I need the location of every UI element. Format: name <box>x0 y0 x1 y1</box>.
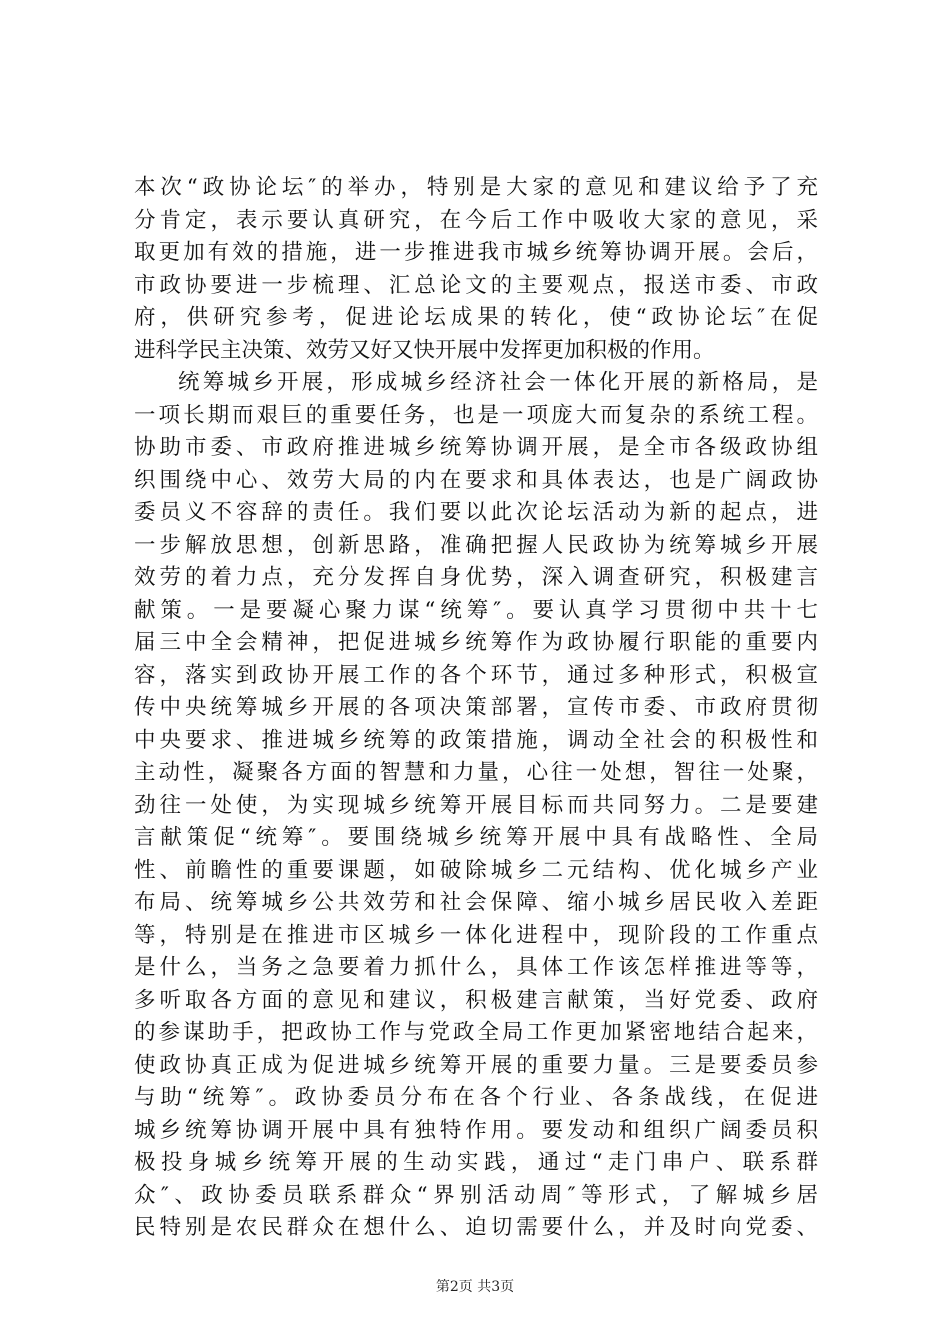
text-line: 献策。一是要凝心聚力谋“统筹″。要认真学习贯彻中共十七 <box>134 597 818 623</box>
text-line: 与助“统筹″。政协委员分布在各个行业、各条战线，在促进 <box>134 1085 818 1110</box>
text-line: 取更加有效的措施，进一步推进我市城乡统筹协调开展。会后， <box>134 240 818 265</box>
text-line: 效劳的着力点，充分发挥自身优势，深入调查研究，积极建言 <box>134 565 818 590</box>
text-line: 等，特别是在推进市区城乡一体化进程中，现阶段的工作重点 <box>134 922 818 948</box>
text-line: 协助市委、市政府推进城乡统筹协调开展，是全市各级政协组 <box>134 435 818 460</box>
text-line: 一项长期而艰巨的重要任务，也是一项庞大而复杂的系统工程。 <box>134 402 818 428</box>
text-line: 的参谋助手，把政协工作与党政全局工作更加紧密地结合起来， <box>134 1020 818 1045</box>
page-number-footer: 第2页 共3页 <box>435 1279 515 1295</box>
text-line: 进科学民主决策、效劳又好又快开展中发挥更加积极的作用。 <box>134 337 715 363</box>
text-line: 众″、政协委员联系群众“界别活动周″等形式，了解城乡居 <box>134 1182 818 1208</box>
text-line: 布局、统筹城乡公共效劳和社会保障、缩小城乡居民收入差距 <box>134 890 818 915</box>
text-line: 委员义不容辞的责任。我们要以此次论坛活动为新的起点，进 <box>134 500 818 525</box>
text-line: 极投身城乡统筹开展的生动实践，通过“走门串户、联系群 <box>134 1150 818 1175</box>
text-line: 多听取各方面的意见和建议，积极建言献策，当好党委、政府 <box>134 987 818 1013</box>
text-line: 传中央统筹城乡开展的各项决策部署，宣传市委、市政府贯彻 <box>134 695 818 720</box>
text-line: 中央要求、推进城乡统筹的政策措施，调动全社会的积极性和 <box>134 727 818 753</box>
text-line: 市政协要进一步梳理、汇总论文的主要观点，报送市委、市政 <box>134 272 818 298</box>
text-line: 一步解放思想，创新思路，准确把握人民政协为统筹城乡开展 <box>134 532 818 558</box>
paragraph-first-line: 统筹城乡开展，形成城乡经济社会一体化开展的新格局，是 <box>178 370 818 395</box>
text-line: 分肯定，表示要认真研究，在今后工作中吸收大家的意见，采 <box>134 207 818 233</box>
text-line: 府，供研究参考，促进论坛成果的转化，使“政协论坛″在促 <box>134 305 818 330</box>
text-line: 性、前瞻性的重要课题，如破除城乡二元结构、优化城乡产业 <box>134 857 818 883</box>
text-line: 劲往一处使，为实现城乡统筹开展目标而共同努力。二是要建 <box>134 792 818 818</box>
text-line: 容，落实到政协开展工作的各个环节，通过多种形式，积极宣 <box>134 662 818 688</box>
text-line: 城乡统筹协调开展中具有独特作用。要发动和组织广阔委员积 <box>134 1117 818 1143</box>
text-line: 是什么，当务之急要着力抓什么，具体工作该怎样推进等等， <box>134 955 818 980</box>
text-line: 届三中全会精神，把促进城乡统筹作为政协履行职能的重要内 <box>134 630 818 655</box>
text-line: 主动性，凝聚各方面的智慧和力量，心往一处想，智往一处聚， <box>134 760 818 785</box>
body-text <box>134 172 818 1245</box>
text-line: 织围绕中心、效劳大局的内在要求和具体表达，也是广阔政协 <box>134 467 818 493</box>
text-line: 使政协真正成为促进城乡统筹开展的重要力量。三是要委员参 <box>134 1052 818 1078</box>
text-line: 言献策促“统筹″。要围绕城乡统筹开展中具有战略性、全局 <box>134 825 818 850</box>
text-line: 民特别是农民群众在想什么、迫切需要什么，并及时向党委、 <box>134 1215 818 1240</box>
text-line: 本次“政协论坛″的举办，特别是大家的意见和建议给予了充 <box>134 175 818 200</box>
